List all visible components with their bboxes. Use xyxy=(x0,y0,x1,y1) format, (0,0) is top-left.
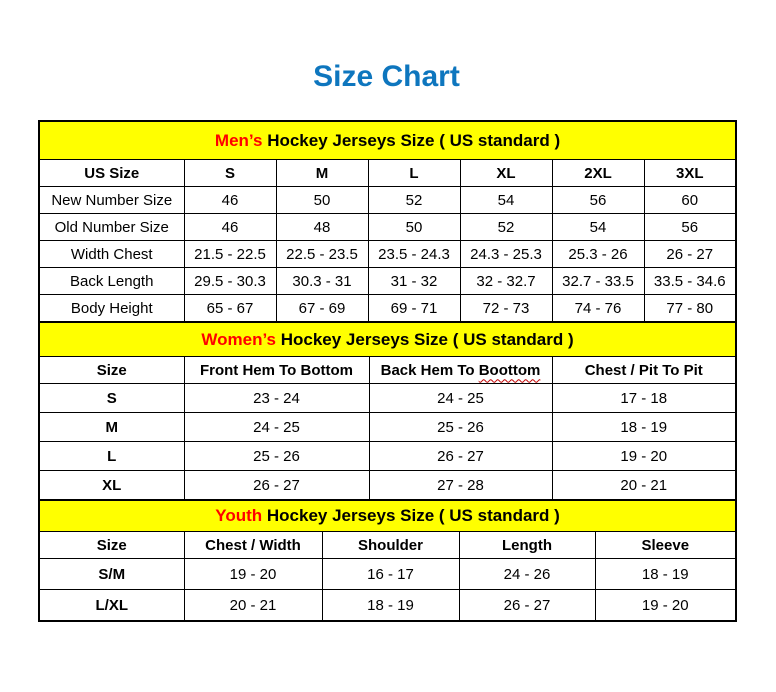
mens-data-cell: 25.3 - 26 xyxy=(552,241,644,268)
mens-data-cell: 21.5 - 22.5 xyxy=(184,241,276,268)
youth-size-table xyxy=(38,499,737,622)
womens-row-label: S xyxy=(39,384,184,413)
womens-data-cell: 18 - 19 xyxy=(552,413,736,442)
youth-data-cell: 18 - 19 xyxy=(322,590,459,622)
womens-data-cell: 26 - 27 xyxy=(184,471,369,501)
youth-data-cell: 26 - 27 xyxy=(459,590,595,622)
mens-row-2 xyxy=(39,241,736,268)
mens-data-cell: 32.7 - 33.5 xyxy=(552,268,644,295)
mens-column-header-2: M xyxy=(276,160,368,187)
womens-data-cell: 23 - 24 xyxy=(184,384,369,413)
womens-data-cell: 26 - 27 xyxy=(369,442,552,471)
mens-data-cell: 74 - 76 xyxy=(552,295,644,323)
youth-column-header-2: Shoulder xyxy=(322,532,459,559)
mens-data-cell: 52 xyxy=(460,214,552,241)
youth-data-cell: 18 - 19 xyxy=(595,559,736,590)
womens-column-header-1: Front Hem To Bottom xyxy=(184,357,369,384)
womens-row-3 xyxy=(39,471,736,501)
mens-row-1 xyxy=(39,214,736,241)
youth-banner xyxy=(39,500,736,532)
mens-column-header-4: XL xyxy=(460,160,552,187)
womens-banner-highlight: Women’s xyxy=(201,329,276,349)
womens-size-table xyxy=(38,321,737,501)
womens-data-cell: 17 - 18 xyxy=(552,384,736,413)
mens-data-cell: 26 - 27 xyxy=(644,241,736,268)
mens-data-cell: 50 xyxy=(276,187,368,214)
womens-data-cell: 27 - 28 xyxy=(369,471,552,501)
mens-data-cell: 30.3 - 31 xyxy=(276,268,368,295)
mens-data-cell: 46 xyxy=(184,214,276,241)
youth-header-row xyxy=(39,532,736,559)
mens-data-cell: 23.5 - 24.3 xyxy=(368,241,460,268)
youth-banner-highlight: Youth xyxy=(215,506,263,525)
mens-data-cell: 31 - 32 xyxy=(368,268,460,295)
womens-banner-row xyxy=(39,322,736,357)
mens-column-header-6: 3XL xyxy=(644,160,736,187)
womens-header-row xyxy=(39,357,736,384)
misspelled-word: Boottom xyxy=(478,361,541,379)
mens-row-label: New Number Size xyxy=(39,187,184,214)
youth-data-cell: 16 - 17 xyxy=(322,559,459,590)
mens-row-label: Back Length xyxy=(39,268,184,295)
youth-column-header-0: Size xyxy=(39,532,184,559)
mens-data-cell: 67 - 69 xyxy=(276,295,368,323)
mens-data-cell: 22.5 - 23.5 xyxy=(276,241,368,268)
mens-data-cell: 60 xyxy=(644,187,736,214)
mens-banner-row xyxy=(39,121,736,160)
mens-column-header-3: L xyxy=(368,160,460,187)
mens-data-cell: 69 - 71 xyxy=(368,295,460,323)
womens-data-cell: 19 - 20 xyxy=(552,442,736,471)
mens-data-cell: 54 xyxy=(460,187,552,214)
youth-data-cell: 19 - 20 xyxy=(184,559,322,590)
size-chart-content xyxy=(38,0,735,622)
womens-row-label: L xyxy=(39,442,184,471)
womens-data-cell: 25 - 26 xyxy=(369,413,552,442)
youth-row-1 xyxy=(39,590,736,622)
womens-data-cell: 25 - 26 xyxy=(184,442,369,471)
mens-row-label: Old Number Size xyxy=(39,214,184,241)
mens-row-4 xyxy=(39,295,736,323)
womens-data-cell: 24 - 25 xyxy=(369,384,552,413)
youth-banner-row xyxy=(39,500,736,532)
mens-banner-highlight: Men’s xyxy=(214,130,263,150)
youth-banner-text: Hockey Jerseys Size ( US standard ) xyxy=(262,506,560,525)
mens-data-cell: 72 - 73 xyxy=(460,295,552,323)
mens-banner xyxy=(39,121,736,160)
womens-column-header-0: Size xyxy=(39,357,184,384)
youth-data-cell: 24 - 26 xyxy=(459,559,595,590)
mens-data-cell: 24.3 - 25.3 xyxy=(460,241,552,268)
mens-row-label: Width Chest xyxy=(39,241,184,268)
womens-column-header-2: Back Hem To Boottom xyxy=(369,357,552,384)
youth-data-cell: 20 - 21 xyxy=(184,590,322,622)
womens-row-label: M xyxy=(39,413,184,442)
youth-row-0 xyxy=(39,559,736,590)
mens-data-cell: 52 xyxy=(368,187,460,214)
mens-column-header-1: S xyxy=(184,160,276,187)
youth-column-header-1: Chest / Width xyxy=(184,532,322,559)
mens-banner-text: Hockey Jerseys Size ( US standard ) xyxy=(262,130,561,150)
womens-column-header-3: Chest / Pit To Pit xyxy=(552,357,736,384)
mens-data-cell: 32 - 32.7 xyxy=(460,268,552,295)
mens-row-label: Body Height xyxy=(39,295,184,323)
youth-column-header-3: Length xyxy=(459,532,595,559)
womens-data-cell: 20 - 21 xyxy=(552,471,736,501)
mens-header-row xyxy=(39,160,736,187)
page-title: Size Chart xyxy=(313,60,460,93)
womens-data-cell: 24 - 25 xyxy=(184,413,369,442)
mens-data-cell: 29.5 - 30.3 xyxy=(184,268,276,295)
youth-row-label: L/XL xyxy=(39,590,184,622)
mens-data-cell: 65 - 67 xyxy=(184,295,276,323)
mens-size-table xyxy=(38,120,737,323)
mens-data-cell: 48 xyxy=(276,214,368,241)
womens-row-label: XL xyxy=(39,471,184,501)
youth-row-label: S/M xyxy=(39,559,184,590)
mens-column-header-5: 2XL xyxy=(552,160,644,187)
mens-column-header-0: US Size xyxy=(39,160,184,187)
womens-banner-text: Hockey Jerseys Size ( US standard ) xyxy=(276,329,574,349)
mens-row-0 xyxy=(39,187,736,214)
mens-data-cell: 56 xyxy=(644,214,736,241)
mens-data-cell: 77 - 80 xyxy=(644,295,736,323)
youth-data-cell: 19 - 20 xyxy=(595,590,736,622)
mens-data-cell: 46 xyxy=(184,187,276,214)
womens-row-0 xyxy=(39,384,736,413)
mens-data-cell: 33.5 - 34.6 xyxy=(644,268,736,295)
womens-row-2 xyxy=(39,442,736,471)
mens-data-cell: 54 xyxy=(552,214,644,241)
youth-column-header-4: Sleeve xyxy=(595,532,736,559)
mens-data-cell: 56 xyxy=(552,187,644,214)
womens-banner xyxy=(39,322,736,357)
mens-row-3 xyxy=(39,268,736,295)
mens-data-cell: 50 xyxy=(368,214,460,241)
womens-row-1 xyxy=(39,413,736,442)
